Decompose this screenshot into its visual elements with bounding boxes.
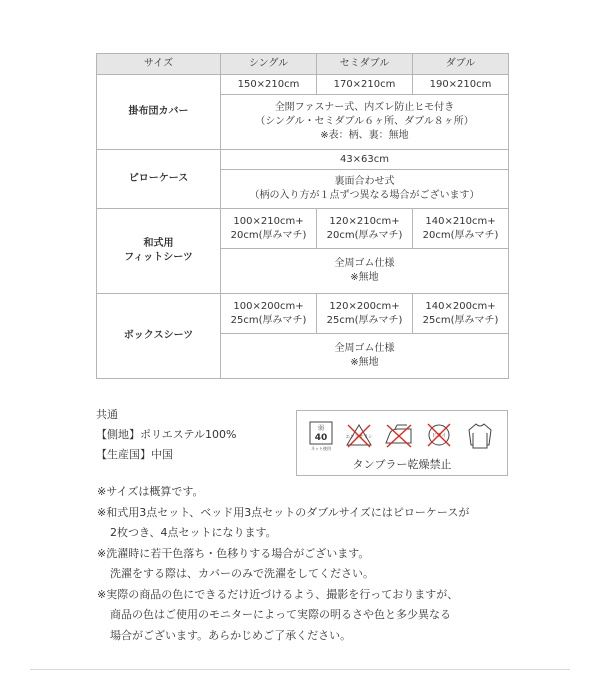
note-line: 2枚つき、4点セットになります。 xyxy=(110,526,277,539)
cell-size: 170×210cm xyxy=(317,75,413,95)
hang-dry-icon xyxy=(465,421,495,451)
cell-size: 120×210cm+ 20cm(厚みマチ) xyxy=(317,209,413,249)
material-text: 【側地】ポリエステル100% xyxy=(96,428,237,441)
wash-40-icon xyxy=(307,421,335,451)
svg-text:40: 40 xyxy=(314,433,328,443)
desc-line: ※表：柄、裏：無地 xyxy=(320,130,409,141)
cell-size: 190×210cm xyxy=(413,75,509,95)
table-row xyxy=(97,75,509,95)
svg-text:弱: 弱 xyxy=(317,425,325,432)
table-row xyxy=(97,209,509,249)
pillow-case-description xyxy=(221,170,509,209)
desc-line: ※無地 xyxy=(350,357,379,368)
row-label-box-sheet: ボックスシーツ xyxy=(97,294,221,379)
row-label-pillow-case: ピローケース xyxy=(97,150,221,209)
notes xyxy=(97,482,469,646)
cell-size: 43×63cm xyxy=(221,150,509,170)
note-line: 洗濯をする際は、カバーのみで洗濯をしてください。 xyxy=(110,567,374,580)
svg-text:ネット使用: ネット使用 xyxy=(311,446,331,451)
desc-line: （シングル・セミダブル６ヶ所、ダブル８ヶ所） xyxy=(255,116,474,127)
label-line: フィットシーツ xyxy=(124,252,193,263)
note-line: ※実際の商品の色にできるだけ近づけるよう、撮影を行っておりますが、 xyxy=(97,587,459,601)
desc-line: 全周ゴム仕様 xyxy=(334,258,395,269)
duvet-cover-description xyxy=(221,95,509,150)
note-line: 場合がございます。あらかじめご了承ください。 xyxy=(110,628,352,642)
table-row xyxy=(97,294,509,334)
no-dryclean-icon xyxy=(424,421,454,451)
svg-text:エンソサラシ: エンソサラシ xyxy=(345,435,373,440)
desc-line: 全周ゴム仕様 xyxy=(334,343,395,354)
no-bleach-icon xyxy=(344,421,374,451)
footer-divider xyxy=(30,669,570,670)
row-label-duvet-cover: 掛布団カバー xyxy=(97,75,221,150)
box-sheet-description xyxy=(221,334,509,379)
table-row xyxy=(97,150,509,170)
desc-line: （柄の入り方が１点ずつ異なる場合がございます） xyxy=(249,190,480,201)
material-info xyxy=(96,405,236,465)
note-line: ※洗濯時に若干色落ち・色移りする場合がございます。 xyxy=(97,546,370,560)
desc-line: 全開ファスナー式、内ズレ防止ヒモ付き xyxy=(274,102,455,113)
cell-size: 100×210cm+ 20cm(厚みマチ) xyxy=(221,209,317,249)
header-double: ダブル xyxy=(413,54,509,75)
note-line: ※サイズは概算です。 xyxy=(97,485,204,498)
care-caption: タンブラー乾燥禁止 xyxy=(352,458,452,471)
size-spec-table xyxy=(96,53,509,379)
cell-size: 100×200cm+ 25cm(厚みマチ) xyxy=(221,294,317,334)
cell-size: 140×200cm+ 25cm(厚みマチ) xyxy=(413,294,509,334)
header-size: サイズ xyxy=(97,54,221,75)
cell-size: 140×210cm+ 20cm(厚みマチ) xyxy=(413,209,509,249)
header-semi-double: セミダブル xyxy=(317,54,413,75)
row-label-fitted-sheet xyxy=(97,209,221,294)
header-single: シングル xyxy=(221,54,317,75)
table-header-row xyxy=(97,54,509,75)
note-line: 商品の色はご使用のモニターによって実際の明るさや色と多少異なる xyxy=(110,608,451,621)
svg-text:ドライ: ドライ xyxy=(431,433,447,439)
desc-line: ※無地 xyxy=(350,272,379,283)
common-label: 共通 xyxy=(96,408,118,421)
fitted-sheet-description xyxy=(221,249,509,294)
care-icons-box xyxy=(296,410,508,476)
origin-text: 【生産国】中国 xyxy=(96,448,173,461)
cell-size: 120×200cm+ 25cm(厚みマチ) xyxy=(317,294,413,334)
no-iron-icon xyxy=(383,421,415,451)
note-line: ※和式用3点セット、ベッド用3点セットのダブルサイズにはピローケースが xyxy=(97,505,470,519)
label-line: 和式用 xyxy=(143,238,174,249)
cell-size: 150×210cm xyxy=(221,75,317,95)
desc-line: 裏面合わせ式 xyxy=(334,176,395,187)
